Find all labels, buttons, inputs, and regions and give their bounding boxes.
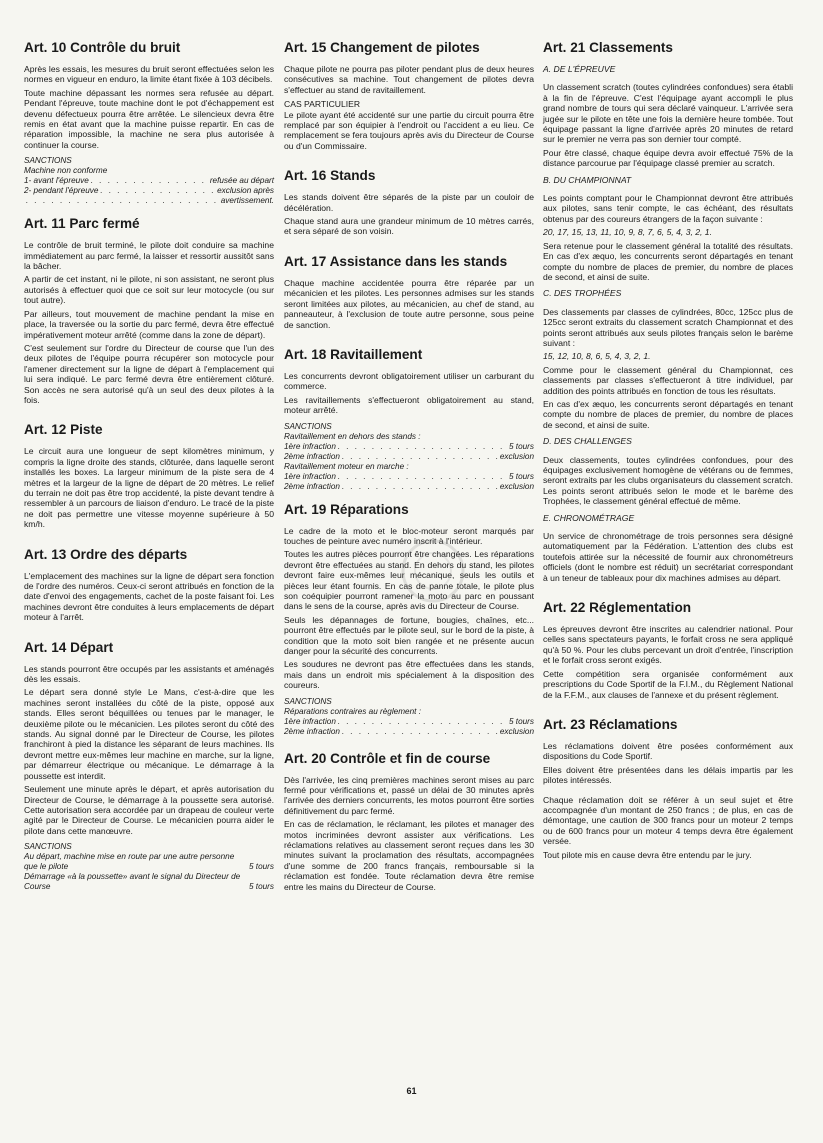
paragraph: Un classement scratch (toutes cylindrées confondues) sera établi à la fin de l'épreuve. C'est l'équipage ayant accompli le plus grand nombre de tours qui sera déclaré vainqueur. L'arrivée sera jugée sur le pilote en tête une fois la dernière heure tombée. Tout équipage passant la ligne d'arrivée après 20 minutes de retard sur le premier ne verra pas son dernier tour compté. — [543, 82, 793, 145]
sanctions-subheading: Machine non conforme — [24, 166, 108, 176]
paragraph: Chaque stand aura une grandeur minimum de 10 mètres carrés, et sera séparé de son voisin. — [284, 216, 534, 237]
article-title: Art. 16 Stands — [284, 168, 376, 184]
article-title: Art. 22 Réglementation — [543, 600, 692, 616]
article-title: Art. 19 Réparations — [284, 501, 409, 517]
paragraph: Le contrôle de bruit terminé, le pilote doit conduire sa machine immédiatement au parc fermé, la laisser et ressortir aussitôt sans la bâcher. — [24, 240, 274, 272]
paragraph: Le pilote ayant été accidenté sur une partie du circuit pourra être remplacé par son équipier à l'endroit ou l'accident a eu lieu. Ce remplacement se fera toujours après avis du Directeur de Course ou d'un Commissaire. — [284, 109, 534, 151]
article-title: Art. 15 Changement de pilotes — [284, 40, 480, 55]
paragraph: Les concurrents devront obligatoirement utiliser un carburant du commerce. — [284, 370, 534, 392]
paragraph: Les stands doivent être séparés de la piste par un couloir de décélération. — [284, 192, 534, 213]
article-20 — [284, 751, 534, 892]
article-14 — [24, 640, 274, 893]
article-16 — [284, 168, 534, 237]
section-heading: D. DES CHALLENGES — [543, 436, 632, 447]
points-scale: 20, 17, 15, 13, 11, 10, 9, 8, 7, 6, 5, 4, 3, 2, 1. — [543, 227, 712, 238]
paragraph: Les points comptant pour le Championnat devront être attribués aux pilotes, sans tenir compte, le cas échéant, des résultats obtenus par des coureurs étrangers de la façon suivante : — [543, 193, 793, 224]
article-title: Art. 10 Contrôle du bruit — [24, 40, 181, 55]
sanction-row: 1ère infraction . . . 5 tours — [284, 442, 534, 452]
column-left — [24, 40, 274, 892]
article-title: Art. 18 Ravitaillement — [284, 346, 423, 362]
paragraph: Sera retenue pour le classement général la totalité des résultats. En cas d'ex æquo, les concurrents seront départagés en tenant compte du nombre de places de premier, du nombre de places de second, et ainsi de suite. — [543, 240, 793, 282]
paragraph: Les stands pourront être occupés par les assistants et aménagés dès les essais. — [24, 663, 274, 685]
paragraph: Seulement une minute après le départ, et après autorisation du Directeur de Course, le démarrage à la poussette sera autorisé. Cette autorisation sera accordée par un drapeau de couleur verte agité par le Directeur de Course. Le mécanicien pourra aider le pilote dans cette manœuvre. — [24, 784, 274, 836]
paragraph: Tout pilote mis en cause devra être entendu par le jury. — [543, 849, 752, 860]
article-17 — [284, 254, 534, 330]
article-title: Art. 11 Parc fermé — [24, 216, 140, 232]
sanctions-subheading: Ravitaillement moteur en marche : — [284, 461, 409, 471]
paragraph: Les soudures ne devront pas être effectuées dans les stands, mais dans un endroit mis spécialement à la disposition des coureurs. — [284, 659, 534, 691]
paragraph: Toute machine dépassant les normes sera refusée au départ. Pendant l'épreuve, toute machine dont le pot d'échappement est devenu défectueux pourra être arrêtée. Le silencieux devra être remis en état avant que la machine puisse repartir. En cas de réparation impossible, la machine ne sera plus autorisée à continuer la course. — [24, 87, 274, 150]
sanction-row: . . . avertissement. — [24, 196, 274, 206]
paragraph: Dès l'arrivée, les cinq premières machines seront mises au parc fermé pour vérifications et, passé un délai de 30 minutes après l'arrivée des derniers concurrents, les motos pourront être sorties définitivement du parc fermé. — [284, 774, 534, 816]
sanction-row: 2- pendant l'épreuve . . . exclusion après — [24, 186, 274, 196]
article-10 — [24, 40, 274, 206]
article-11 — [24, 216, 274, 405]
article-title: Art. 17 Assistance dans les stands — [284, 253, 508, 269]
paragraph: En cas de réclamation, le réclamant, les pilotes et manager des motos incriminées devront assister aux vérifications. Les réclamations relatives au classement seront reçues dans les 30 minutes suivant la proclamation des résultats, accompagnées d'une somme de 200 francs français, remboursable si la réclamation est fondée. Toute réclamation devra être remise entre les mains du Directeur de Course. — [284, 819, 534, 892]
page-number: 61 — [406, 1086, 417, 1096]
article-18 — [284, 347, 534, 492]
article-title: Art. 12 Piste — [24, 422, 103, 438]
article-title: Art. 23 Réclamations — [543, 716, 678, 732]
sanction-row: Au départ, machine mise en route par une autre personne que le pilote 5 tours — [24, 852, 274, 872]
paragraph: Des classements par classes de cylindrées, 80cc, 125cc plus de 125cc seront extraits du classement scratch Championnat et des points seront attribués aux seuls pilotes français selon le barème suivant : — [543, 306, 793, 348]
paragraph: Les épreuves devront être inscrites au calendrier national. Pour celles sans spectateurs payants, le forfait cross ne sera appliqué qu'à 50 %. Pour les clubs percevant un droit d'entrée, l'inscription et le forfait cross seront exigés. — [543, 624, 793, 666]
paragraph: Seuls les dépannages de fortune, bougies, chaînes, etc... pourront être effectués par le pilote seul, sur le bord de la piste, à condition que la moto soit bien rangée et ne présente aucun danger pour la sécurité des concurrents. — [284, 614, 534, 656]
paragraph: Elles doivent être présentées dans les délais impartis par les pilotes intéressés. — [543, 764, 793, 786]
paragraph: Deux classements, toutes cylindrées confondues, pour des équipages exclusivement homogène de vétérans ou de femmes, seront extraits par les clubs organisateurs du classement scratch. Les points seront attribués selon le mode et le barème des Trophées, le classement général effectué de même. — [543, 454, 793, 507]
article-23 — [543, 717, 793, 860]
paragraph: Comme pour le classement général du Championnat, ces classements par classes s'effectueront à titre individuel, par addition des points attribués en fonction de tous les résultats. — [543, 364, 793, 396]
paragraph: En cas d'ex æquo, les concurrents seront départagés en tenant compte du nombre de places de premier, du nombre de places de second, et ainsi de suite. — [543, 398, 793, 430]
paragraph: Le cadre de la moto et le bloc-moteur seront marqués par touches de peinture avec numéro inscrit à l'intérieur. — [284, 525, 534, 546]
sanction-row: 1- avant l'épreuve . . . refusée au départ — [24, 176, 274, 186]
paragraph: Le départ sera donné style Le Mans, c'est-à-dire que les machines seront installées du côté de la piste, opposé aux stands. Elles seront béquillées ou tenues par le manager, le deuxième pilote ou le mécanicien. Les pilotes seront du côté des stands. Au signal donné par le Directeur de Course, les pilotes franchiront à pied la distance les séparant de leurs machines. Ils devront mettre eux-mêmes leur machine en marche, sur la ligne, par démarreur électrique ou mécanique. Le démarrage à la poussette est interdit. — [24, 687, 274, 781]
column-right — [543, 40, 793, 863]
paragraph: Un service de chronométrage de trois personnes sera désigné automatiquement par la Fédération. L'attention des clubs est toutefois attirée sur la nécessité de fournir aux chronométreurs officiels (dont le nombre est réduit) un secrétariat correspondant à un teneur de tableaux pour dix machines admises au départ. — [543, 531, 793, 583]
faded-stamp-mark — [396, 534, 470, 608]
paragraph: Chaque machine accidentée pourra être réparée par un mécanicien et les pilotes. Les personnes admises sur les stands seront limitées aux pilotes, au mécanicien, au chef de stand, au panneauteur, à l'exclusion de toute autre personne, sous peine de sanction. — [284, 277, 534, 330]
sanctions-subheading: Réparations contraires au règlement : — [284, 706, 421, 716]
sanctions-heading: SANCTIONS — [284, 421, 332, 431]
paragraph: Chaque pilote ne pourra pas piloter pendant plus de deux heures consécutives sa machine. Tout changement de pilotes devra s'effectuer au stand de ravitaillement. — [284, 64, 534, 95]
paragraph: Toutes les autres pièces pourront être changées. Les réparations devront être effectuées au stand. En dehors du stand, les pilotes devront faire eux-mêmes leur mécanique, seuls les outils et pièces leur étant fournis. En cas de panne totale, le pilote plus son coéquipier pourront ramener la moto au parc en poussant dans le sens de la course, après avis du Directeur de Course. — [284, 549, 534, 612]
section-heading: C. DES TROPHÉES — [543, 288, 622, 299]
article-13 — [24, 547, 274, 623]
paragraph: Cette compétition sera organisée conformément aux prescriptions du Code Sportif de la F.I.M., du Règlement National de la F.F.M., aux clauses de l'annexe et du présent règlement. — [543, 668, 793, 700]
sanction-row: 1ère infraction . . . 5 tours — [284, 717, 534, 727]
sanction-row: 2ème infraction . . . exclusion — [284, 482, 534, 492]
sanctions-heading: SANCTIONS — [24, 842, 72, 852]
paragraph: Les ravitaillements s'effectueront obligatoirement au stand, moteur arrêté. — [284, 394, 534, 416]
section-heading: E. CHRONOMÉTRAGE — [543, 512, 635, 523]
paragraph: L'emplacement des machines sur la ligne de départ sera fonction de l'ordre des numéros. Ceux-ci seront attribués en fonction de la date d'envoi des engagements, cachet de la poste faisant foi. Les machines devront être conduites à leurs emplacements de départ moteur à l'arrêt. — [24, 570, 274, 623]
sanctions-subheading: Ravitaillement en dehors des stands : — [284, 431, 421, 441]
sanction-row: Démarrage «à la poussette» avant le signal du Directeur de Course 5 tours — [24, 872, 274, 892]
article-title: Art. 20 Contrôle et fin de course — [284, 750, 491, 766]
special-case-heading: CAS PARTICULIER — [284, 99, 361, 110]
paragraph: Le circuit aura une longueur de sept kilomètres minimum, y compris la ligne droite des stands, clôturée, dans laquelle seront installés les boxes. La largeur minimum de la piste sera de 4 mètres et la largeur de la ligne de départ de 20 mètres. Le relief du terrain ne doit pas être trop accidenté, la piste devant tendre à ressembler à un parcours de liaison d'enduro. Le tracé de la piste ne doit pas permettre une vitesse moyenne supérieure à 50 km/h. — [24, 446, 274, 530]
sanctions-heading: SANCTIONS — [284, 696, 332, 706]
section-heading: B. DU CHAMPIONNAT — [543, 174, 632, 185]
article-title: Art. 14 Départ — [24, 639, 114, 655]
article-21 — [543, 40, 793, 583]
paragraph: A partir de cet instant, ni le pilote, ni son assistant, ne seront plus autorisés à effectuer quoi que ce soit sur leur motocycle (ou sur tout autre). — [24, 274, 274, 306]
section-heading: A. DE L'ÉPREUVE — [543, 64, 616, 74]
paragraph: Par ailleurs, tout mouvement de machine pendant la mise en place, la traversée ou la sortie du parc fermé, devra être effectué impérativement moteur arrêté (comme dans la zone de départ). — [24, 308, 274, 340]
points-scale: 15, 12, 10, 8, 6, 5, 4, 3, 2, 1. — [543, 351, 651, 362]
article-22 — [543, 600, 793, 700]
sanctions-heading: SANCTIONS — [24, 156, 72, 166]
sanction-row: 2ème infraction . . . exclusion — [284, 727, 534, 737]
paragraph: Chaque réclamation doit se référer à un seul sujet et être accompagnée d'un montant de 250 francs ; de plus, en cas de démontage, une caution de 300 francs pour un moteur 2 temps ou de 600 francs pour un moteur 4 temps devra être également versée. — [543, 794, 793, 847]
article-title: Art. 13 Ordre des départs — [24, 546, 188, 562]
article-12 — [24, 422, 274, 529]
paragraph: Les réclamations doivent être posées conformément aux dispositions du Code Sportif. — [543, 740, 793, 762]
sanction-row: 1ère infraction . . . 5 tours — [284, 472, 534, 482]
paragraph: C'est seulement sur l'ordre du Directeur de course que l'un des deux pilotes de l'équipe pourra récupérer son motocycle pour l'amener directement sur la ligne de départ à l'emplacement qui lui sera indiqué. Le parc fermé devra être entièrement clôturé. Son accès ne sera autorisé qu'à un seul des deux pilotes à la fois. — [24, 342, 274, 405]
article-15 — [284, 40, 534, 151]
paragraph: Après les essais, les mesures du bruit seront effectuées selon les normes en vigueur en enduro, la limite étant fixée à 103 décibels. — [24, 64, 274, 85]
sanction-row: 2ème infraction . . . exclusion — [284, 452, 534, 462]
column-middle — [284, 40, 534, 895]
article-title: Art. 21 Classements — [543, 40, 673, 55]
paragraph: Pour être classé, chaque équipe devra avoir effectué 75% de la distance parcourue par l'équipage classé premier au scratch. — [543, 147, 793, 169]
